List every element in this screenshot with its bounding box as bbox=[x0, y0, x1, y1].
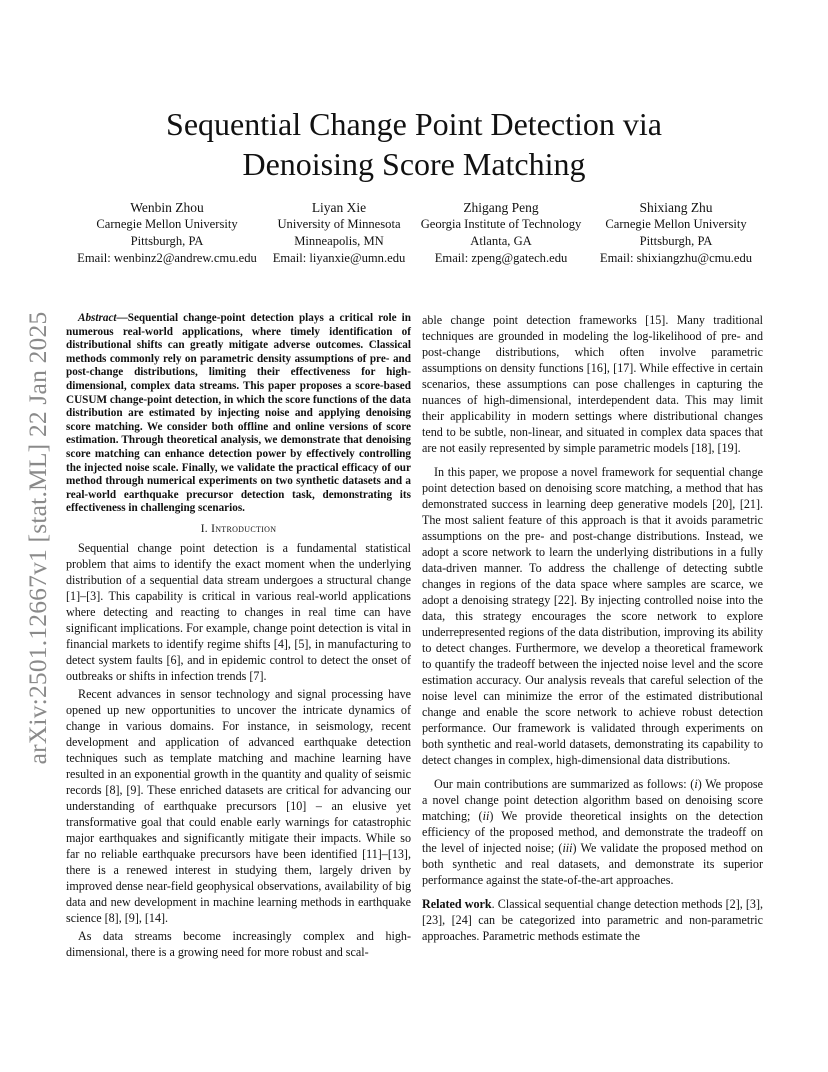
contrib-text-c: ) We provide theoretical insights on the detection efficiency of the proposed method, and demonstrate the tradeoff on the level of injected noise; ( bbox=[422, 809, 763, 855]
section-heading-introduction: I. Introduction bbox=[200, 522, 277, 535]
author-name: Shixiang Zhu bbox=[639, 200, 713, 215]
title-line-1: Sequential Change Point Detection via bbox=[166, 106, 662, 142]
intro-paragraph-3-continued: able change point detection frameworks [15]. Many traditional techniques are grounded in modeling the log-likelihood of pre- and post-change distributions, which often involve parametric assumptions on density functions [16], [17]. While effective in certain scenarios, these assumptions can pose challenges in capturing the nuances of high-dimensional, interdependent data. This may limit their applicability in modern settings where distributional changes tend to be subtle, non-linear, and situated in complex data spaces that are not easily represented by simple parametric models [18], [19]. bbox=[422, 313, 763, 455]
arxiv-identifier: arXiv:2501.12667v1 [stat.ML] 22 Jan 2025 bbox=[23, 311, 52, 765]
abstract-label: Abstract bbox=[78, 312, 117, 324]
contrib-text-d: ) We validate the proposed method on both synthetic and real datasets, and demonstrate its superior performance against the state-of-the-art approaches. bbox=[422, 841, 763, 887]
author-location: Minneapolis, MN bbox=[294, 234, 384, 248]
author-block-3 bbox=[414, 199, 588, 267]
contributions-paragraph bbox=[422, 776, 763, 888]
abstract-text: —Sequential change-point detection plays a critical role in numerous real-world applications, where timely identification of distributional shifts can greatly mitigate adverse outcomes. Classical methods commonly rely on parametric density assumptions of pre- and post-change distributions, limiting their effectiveness for high-dimensional, complex data streams. This paper proposes a score-based CUSUM change-point detection, in which the score functions of the data distribution are estimated by injecting noise and applying denoising score matching. We consider both offline and online versions of score estimation. Through theoretical analysis, we demonstrate that denoising score matching can enhance detection power by effectively controlling the injected noise scale. Finally, we validate the practical efficacy of our method through numerical experiments on two synthetic datasets and a real-world earthquake precursor detection task, demonstrating its effectiveness in challenging scenarios. bbox=[66, 312, 411, 515]
right-column bbox=[422, 312, 763, 944]
author-block-2 bbox=[266, 199, 412, 267]
author-block-1 bbox=[70, 199, 264, 267]
author-name: Liyan Xie bbox=[311, 200, 367, 215]
paper-title bbox=[110, 104, 718, 184]
left-column bbox=[66, 312, 411, 960]
author-email: Email: shixiangzhu@cmu.edu bbox=[599, 251, 753, 265]
related-work-paragraph bbox=[422, 896, 763, 944]
author-location: Pittsburgh, PA bbox=[639, 234, 713, 248]
related-work-text: . Classical sequential change detection methods [2], [3], [23], [24] can be categorized into parametric and non-parametric approaches. Parametric methods estimate the bbox=[422, 897, 763, 943]
author-name: Wenbin Zhou bbox=[130, 200, 204, 215]
author-email: Email: liyanxie@umn.edu bbox=[272, 251, 406, 265]
intro-paragraph-4: In this paper, we propose a novel framework for sequential change point detection based on denoising score matching, a method that has demonstrated success in learning deep generative models [20], [21]. The most salient feature of this approach is that it avoids parametric assumptions on the pre- and post-change distributions. Instead, we adopt a score network to learn the underlying distributions in a fully data-driven manner. To address the challenge of detecting subtle changes in regions of the data space where samples are scarce, we adopt a denoising strategy [22]. By injecting controlled noise into the data, this strategy encourages the score network to explore underrepresented regions of the data distribution, improving its ability to detect changes. Furthermore, we develop a theoretical framework to quantify the tradeoff between the injected noise level and the score estimation accuracy. Our analysis reveals that careful selection of the noise level can minimize the error of the estimated distributional change and enable the score network to achieve robust detection performance. Our framework is validated through experiments on both synthetic and real-world datasets, demonstrating its capability to detect changes in complex, high-dimensional data distributions. bbox=[422, 465, 763, 767]
contrib-text-b: ) We propose a novel change point detection algorithm based on denoising score matching; ( bbox=[422, 777, 763, 823]
author-email: Email: wenbinz2@andrew.cmu.edu bbox=[77, 251, 257, 265]
arxiv-stamp bbox=[8, 288, 68, 788]
intro-paragraph-3: As data streams become increasingly complex and high-dimensional, there is a growing need for more robust and scal- bbox=[66, 928, 411, 959]
author-affiliation: Carnegie Mellon University bbox=[96, 217, 238, 231]
contrib-roman-ii: ii bbox=[482, 809, 490, 823]
contrib-roman-iii: iii bbox=[562, 841, 573, 855]
author-affiliation: Carnegie Mellon University bbox=[605, 217, 747, 231]
contrib-text-a: Our main contributions are summarized as follows: ( bbox=[434, 777, 695, 791]
author-location: Atlanta, GA bbox=[470, 234, 532, 248]
author-email: Email: zpeng@gatech.edu bbox=[434, 251, 568, 265]
author-block-4 bbox=[592, 199, 760, 267]
title-line-2: Denoising Score Matching bbox=[242, 146, 586, 182]
abstract bbox=[66, 312, 411, 516]
related-work-label: Related work bbox=[422, 897, 492, 911]
author-affiliation: Georgia Institute of Technology bbox=[420, 217, 582, 231]
author-affiliation: University of Minnesota bbox=[277, 217, 401, 231]
intro-paragraph-2: Recent advances in sensor technology and signal processing have opened up new opportunities to uncover the intricate dynamics of change in various domains. For instance, in seismology, recent development and application of advanced earthquake detection techniques such as template matching and machine learning have resulted in an exponential growth in the quantity and quality of seismic records [8], [9]. These enriched datasets are critical for advancing our understanding of earthquake precursors [10] – an elusive yet transformative goal that could enable early warnings for catastrophic major earthquakes and significantly mitigate their impacts. While so far no reliable earthquake precursors have been identified [11]–[13], there is a renewed interest in studying them, largely driven by improved dense near-field geophysical observations, availability of big data and new development in machine learning methods in earthquake science [8], [9], [14]. bbox=[66, 686, 411, 925]
intro-paragraph-1: Sequential change point detection is a fundamental statistical problem that aims to identify the exact moment when the underlying distribution of a sequential data stream undergoes a structural change [1]–[3]. This capability is critical in various real-world applications where detecting and reacting to changes in real time can have significant implications. For example, change point detection is vital in financial markets to identify regime shifts [4], [5], in manufacturing to detect system faults [6], and in epidemic control to detect the onset of outbreaks or shifts in infection trends [7]. bbox=[66, 540, 411, 683]
author-name: Zhigang Peng bbox=[463, 200, 539, 215]
contrib-roman-i: i bbox=[694, 777, 698, 791]
author-location: Pittsburgh, PA bbox=[130, 234, 204, 248]
